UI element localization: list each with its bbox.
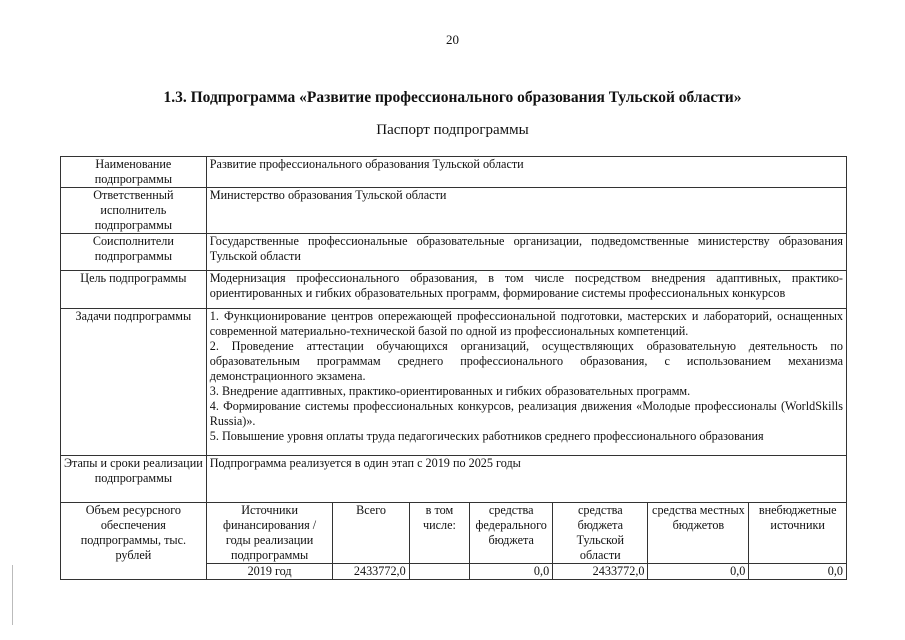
funding-header-including: в том числе: [409,503,470,564]
name-label: Наименование подпрограммы [61,157,207,188]
coexecutors-label: Соисполнители подпрограммы [61,234,207,271]
task-item: 4. Формирование системы профессиональных конкурсов, реализация движения «Молодые профессионалы (WorldSkills Russia)». [209,399,843,428]
page-number: 20 [446,32,459,47]
row-name [61,157,847,188]
passport-title: Паспорт подпрограммы [376,122,529,138]
goal-label: Цель подпрограммы [61,271,207,309]
task-item: 2. Проведение аттестации обучающихся организаций, осуществляющих образовательную деятельность по образовательным программам среднего профессионального образования, с использованием механизма демонстрационного экзамена. [209,339,843,383]
funding-federal: 0,0 [470,564,553,580]
funding-total: 2433772,0 [333,564,409,580]
scan-margin-mark [12,565,13,625]
section-title: 1.3. Подпрограмма «Развитие профессионального образования Тульской области» [163,89,742,106]
funding-header-extrabudget: внебюджетные источники [749,503,847,564]
funding-extrabudget: 0,0 [749,564,847,580]
row-tasks [61,309,847,456]
funding-local: 0,0 [648,564,749,580]
funding-header-federal: средства федерального бюджета [470,503,553,564]
goal-value: Модернизация профессионального образования, в том числе посредством внедрения адаптивных, практико-ориентированных и гибких образовательных программ, формирование системы профессиональных конкурсов [206,271,846,309]
funding-label: Объем ресурсного обеспечения подпрограммы, тыс. рублей [61,503,207,580]
funding-year: 2019 год [206,564,333,580]
name-value: Развитие профессионального образования Тульской области [206,157,846,188]
row-goal [61,271,847,309]
funding-including [409,564,470,580]
executor-label: Ответственный исполнитель подпрограммы [61,188,207,234]
tasks-label: Задачи подпрограммы [61,309,207,456]
funding-header-regional: средства бюджета Тульской области [553,503,648,564]
row-executor [61,188,847,234]
funding-header-local: средства местных бюджетов [648,503,749,564]
row-stages [61,456,847,503]
funding-header-row [61,503,847,564]
task-item: 1. Функционирование центров опережающей профессиональной подготовки, мастерских и лабораторий, оснащенных современной материально-технической базой по одной из профессиональных компетенций. [209,309,843,338]
funding-regional: 2433772,0 [553,564,648,580]
task-item: 3. Внедрение адаптивных, практико-ориентированных и гибких образовательных программ. [209,384,691,398]
row-coexecutors [61,234,847,271]
funding-header-total: Всего [333,503,409,564]
coexecutors-value: Государственные профессиональные образовательные организации, подведомственные министерству образования Тульской области [206,234,846,271]
stages-value: Подпрограмма реализуется в один этап с 2019 по 2025 годы [206,456,846,503]
task-item: 5. Повышение уровня оплаты труда педагогических работников среднего профессионального образования [209,429,764,443]
stages-label: Этапы и сроки реализации подпрограммы [61,456,207,503]
tasks-value [206,309,846,456]
funding-header-sources: Источники финансирования / годы реализации подпрограммы [206,503,333,564]
passport-table [60,156,847,580]
executor-value: Министерство образования Тульской области [206,188,846,234]
